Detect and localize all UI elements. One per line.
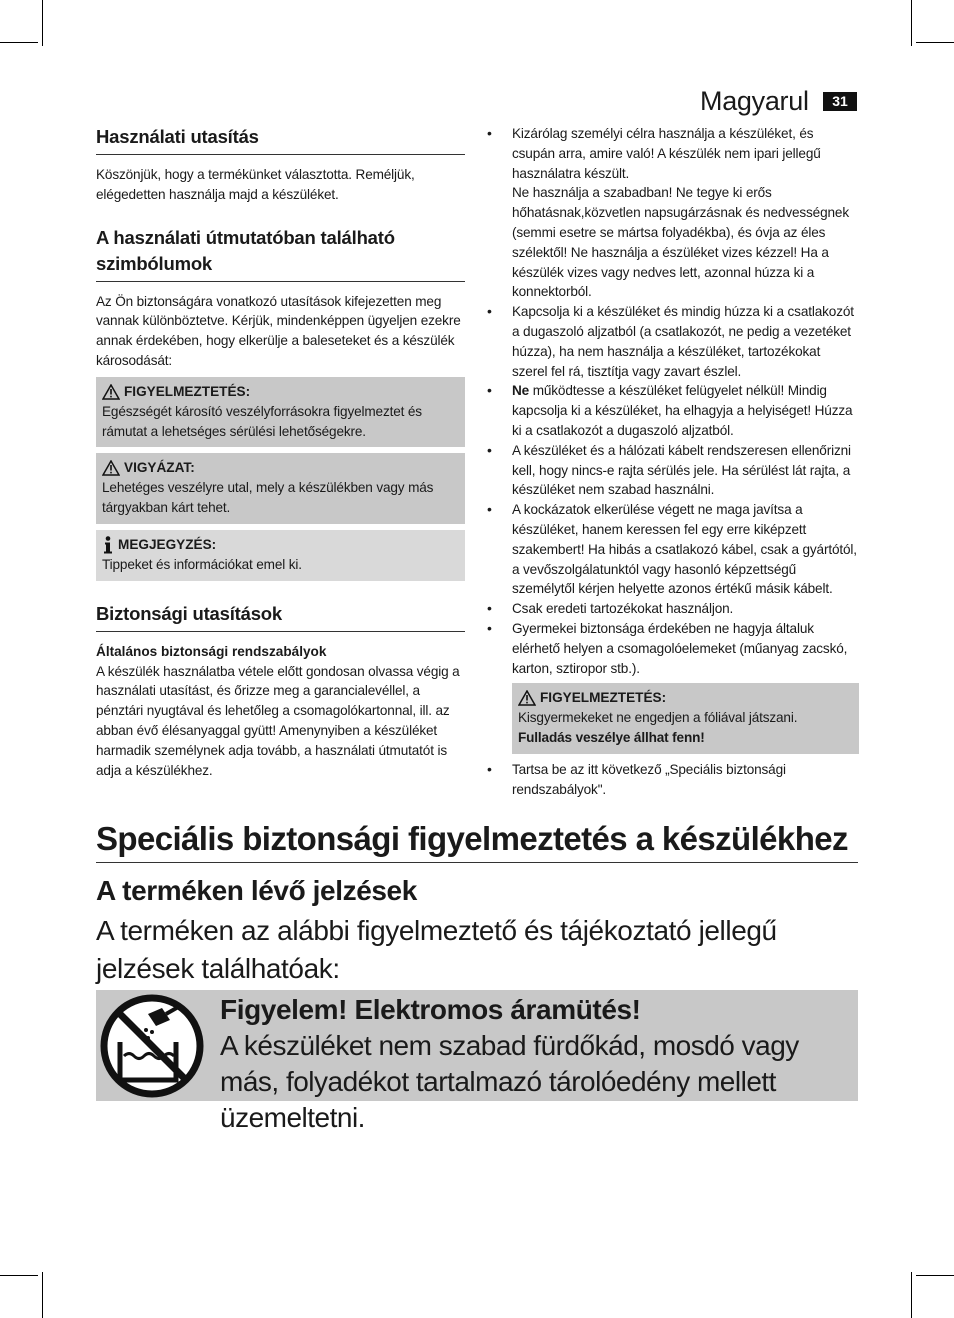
warning-triangle-icon <box>518 690 536 706</box>
electric-shock-text: A készüléket nem szabad fürdőkád, mosdó vagy más, folyadékot tartalmazó tárolóedény mellett üzemeltetni. <box>220 1030 799 1133</box>
note-text: Tippeket és információkat emel ki. <box>102 556 302 572</box>
list-item: • Kizárólag személyi célra használja a készüléket, és csupán arra, amire való! A készülék nem ipari jellegű használatra készült. Ne használja a szabadban! Ne tegye ki erős hőhatásnak,közvetlen napsugárzásnak és nedvességnek (semmi esetre se mártsa folyadékba), és óvja az éles szélektől! Ne használja a észüléket vizes kézzel! Ha a készülék vizes vagy nedves lett, azonnal húzza ki a konnektorból. <box>487 124 859 302</box>
crop-mark <box>916 42 954 43</box>
right-column <box>487 124 859 800</box>
electric-shock-title: Figyelem! Elektromos áramütés! <box>220 994 641 1025</box>
left-column <box>96 124 465 780</box>
warning-label: FIGYELMEZTETÉS: <box>124 383 251 399</box>
crop-mark <box>916 1275 954 1276</box>
section-title-symbols: A használati útmutatóban található szimbólumok <box>96 225 465 282</box>
warning-triangle-icon <box>102 384 120 400</box>
list-item: • A kockázatok elkerülése végett ne maga javítsa a készüléket, hanem keressen fel egy erre kiképzett szakembert! Ha hibás a csatlakozó kábel, csak a gyártótól, a vevőszolgálatunktól vagy hasonló képzettségű személytől kérjen helyette azonos értékű másik kábelt. <box>487 500 859 599</box>
page-number: 31 <box>823 92 857 111</box>
crop-mark <box>911 0 912 46</box>
note-label: MEGJEGYZÉS: <box>118 536 217 552</box>
crop-mark <box>911 1272 912 1318</box>
info-icon <box>102 536 114 554</box>
list-item: • Csak eredeti tartozékokat használjon. <box>487 599 859 619</box>
note-box <box>96 530 465 581</box>
suffocation-warning-text: Kisgyermekeket ne engedjen a fóliával játszani. Fulladás veszélye állhat fenn! <box>518 710 798 746</box>
suffocation-warning-label: FIGYELMEZTETÉS: <box>540 690 667 706</box>
warning-box <box>96 377 465 448</box>
electric-shock-warning <box>96 990 858 1133</box>
crop-mark <box>42 1272 43 1318</box>
usage-text: Köszönjük, hogy a termékünket választotta. Reméljük, elégedetten használja majd a készüléket. <box>96 167 415 202</box>
symbols-text: Az Ön biztonságára vonatkozó utasítások kifejezetten meg vannak különböztetve. Kérjük, mindenképpen ügyeljen ezekre annak érdekében, hogy elkerülje a baleseteket és a készülék károsodását: <box>96 293 461 368</box>
safety-list <box>487 124 859 678</box>
caution-box <box>96 453 465 524</box>
list-item: • Ne működtesse a készüléket felügyelet nélkül! Mindig kapcsolja ki a készüléket, ha elhagyja a helyiséget! Húzza ki a csatlakozót a dugaszoló aljzatból. <box>487 381 859 440</box>
list-item: • Tartsa be az itt következő „Speciális biztonsági rendszabályok". <box>487 760 859 800</box>
no-water-prohibition-icon <box>100 994 204 1098</box>
general-safety-subtitle: Általános biztonsági rendszabályok <box>96 643 327 659</box>
list-item: • A készüléket és a hálózati kábelt rendszeresen ellenőrizni kell, hogy nincs-e rajta sérülés jele. Ha sérülést lát rajta, a készüléket nem szabad használni. <box>487 441 859 500</box>
section-title-usage: Használati utasítás <box>96 124 465 155</box>
crop-mark <box>0 1275 38 1276</box>
caution-label: VIGYÁZAT: <box>124 460 195 476</box>
suffocation-warning-box <box>512 683 859 754</box>
crop-mark <box>0 42 38 43</box>
warning-text: Egészségét károsító veszélyforrásokra figyelmeztet és rámutat a lehetséges sérülési lehetőségekre. <box>102 403 422 439</box>
caution-text: Lehetéges veszélyre utal, mely a készülékben vagy más tárgyakban kárt tehet. <box>102 480 434 516</box>
list-item: • Kapcsolja ki a készüléket és mindig húzza ki a csatlakozót a dugaszoló aljzatból (a csatlakozót, ne pedig a vezetéket húzza), ha nem használja a készüléket, tartozékokat szerel fel rá, tisztítja vagy zavart észlel. <box>487 302 859 381</box>
product-markings-subtitle: A terméken lévő jelzések <box>96 875 417 906</box>
section-title-safety: Biztonsági utasítások <box>96 601 465 632</box>
safety-list-end <box>487 760 859 800</box>
warning-triangle-icon <box>102 460 120 476</box>
product-markings-text: A terméken az alábbi figyelmeztető és tájékoztató jellegű jelzések találhatóak: <box>96 915 777 984</box>
general-safety-text: A készülék használatba vétele előtt gondosan olvassa végig a használati utasítást, és őrizze meg a garancialevéllel, a pénztári nyugtával és lehetőleg a csomagolókartonnal, ill. az abban évő élésanyaggal gyütt! Amenynyiben a készüléket harmadik személynek adja tovább, a használati útmutatót is adja a készülékhez. <box>96 663 460 778</box>
list-item: • Gyermekei biztonsága érdekében ne hagyja általuk elérhető helyen a csomagolóelemeket (műanyag zacskó, karton, sztiropor stb.). <box>487 619 859 678</box>
header-language: Magyarul <box>700 86 809 116</box>
crop-mark <box>42 0 43 46</box>
special-safety-title: Speciális biztonsági figyelmeztetés a készülékhez <box>96 818 858 863</box>
